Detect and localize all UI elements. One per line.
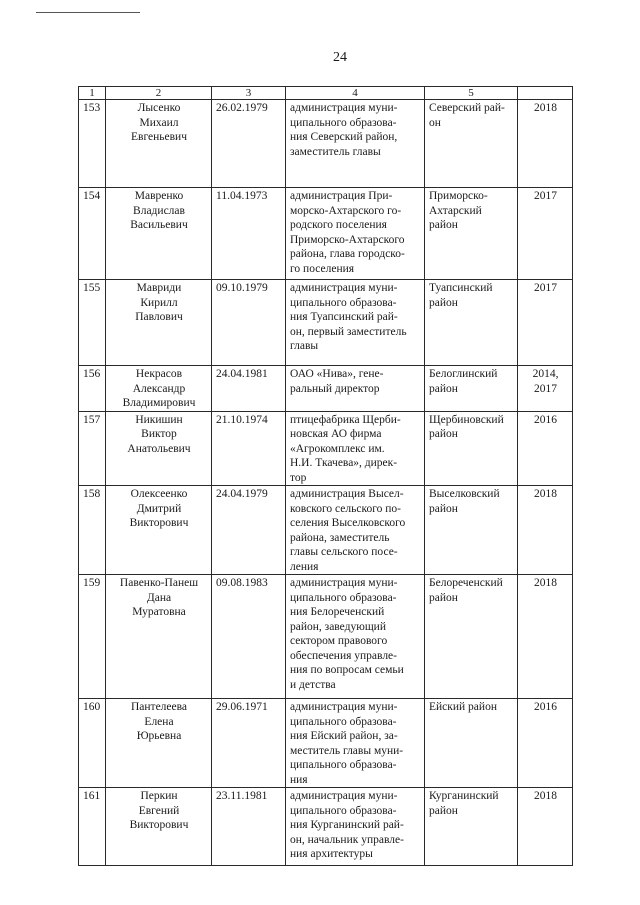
- person-name: Олексеенко Дмитрий Викторович: [106, 486, 212, 575]
- district-name: Щербиновский район: [425, 411, 518, 486]
- district-name: Ейский район: [425, 699, 518, 788]
- table-row: [79, 486, 573, 575]
- person-name: Мавриди Кирилл Павлович: [106, 280, 212, 366]
- row-number: 159: [79, 575, 106, 699]
- table-row: [79, 411, 573, 486]
- row-number: 160: [79, 699, 106, 788]
- district-name: Туапсинский район: [425, 280, 518, 366]
- district-name: Курганинский район: [425, 788, 518, 866]
- person-name: Мавренко Владислав Васильевич: [106, 188, 212, 280]
- person-name: Павенко-Панеш Дана Муратовна: [106, 575, 212, 699]
- birth-date: 09.08.1983: [212, 575, 286, 699]
- year-value: 2018: [518, 788, 573, 866]
- birth-date: 11.04.1973: [212, 188, 286, 280]
- row-number: 156: [79, 366, 106, 412]
- birth-date: 29.06.1971: [212, 699, 286, 788]
- birth-date: 26.02.1979: [212, 100, 286, 188]
- birth-date: 23.11.1981: [212, 788, 286, 866]
- table-row: [79, 575, 573, 699]
- year-value: 2018: [518, 575, 573, 699]
- birth-date: 24.04.1981: [212, 366, 286, 412]
- page-number: 24: [333, 50, 347, 65]
- birth-date: 09.10.1979: [212, 280, 286, 366]
- district-name: Приморско- Ахтарский район: [425, 188, 518, 280]
- workplace-position: птицефабрика Щерби- новская АО фирма «Агрокомплекс им. Н.И. Ткачева», дирек- тор: [286, 411, 425, 486]
- birth-date: 24.04.1979: [212, 486, 286, 575]
- year-value: 2016: [518, 699, 573, 788]
- row-number: 157: [79, 411, 106, 486]
- person-name: Перкин Евгений Викторович: [106, 788, 212, 866]
- row-number: 158: [79, 486, 106, 575]
- person-name: Никишин Виктор Анатольевич: [106, 411, 212, 486]
- personnel-table: [78, 86, 573, 866]
- table-row: [79, 280, 573, 366]
- person-name: Некрасов Александр Владимирович: [106, 366, 212, 412]
- workplace-position: администрация При- морско-Ахтарского го- родского поселения Приморско-Ахтарского района, глава городско- го поселения: [286, 188, 425, 280]
- year-value: 2017: [518, 280, 573, 366]
- table-row: [79, 788, 573, 866]
- column-header: 2: [106, 87, 212, 100]
- row-number: 155: [79, 280, 106, 366]
- district-name: Выселковский район: [425, 486, 518, 575]
- table-row: [79, 188, 573, 280]
- workplace-position: администрация Высел- ковского сельского по- селения Выселковского района, заместитель главы сельского посе- ления: [286, 486, 425, 575]
- column-header: 4: [286, 87, 425, 100]
- column-header-empty: [518, 87, 573, 100]
- column-header-row: [79, 87, 573, 100]
- column-header: 1: [79, 87, 106, 100]
- year-value: 2017: [518, 188, 573, 280]
- header-rule: [36, 12, 140, 13]
- table-row: [79, 100, 573, 188]
- workplace-position: администрация муни- ципального образова- ния Северский район, заместитель главы: [286, 100, 425, 188]
- year-value: 2018: [518, 486, 573, 575]
- district-name: Северский рай- он: [425, 100, 518, 188]
- birth-date: 21.10.1974: [212, 411, 286, 486]
- person-name: Пантелеева Елена Юрьевна: [106, 699, 212, 788]
- workplace-position: ОАО «Нива», гене- ральный директор: [286, 366, 425, 412]
- column-header: 5: [425, 87, 518, 100]
- workplace-position: администрация муни- ципального образова- ния Ейский район, за- меститель главы муни- ципального образова- ния: [286, 699, 425, 788]
- workplace-position: администрация муни- ципального образова- ния Белореченский район, заведующий сектором правового обеспечения управле- ния по вопросам семьи и детства: [286, 575, 425, 699]
- row-number: 154: [79, 188, 106, 280]
- year-value: 2014, 2017: [518, 366, 573, 412]
- workplace-position: администрация муни- ципального образова- ния Курганинский рай- он, начальник управле- ния архитектуры: [286, 788, 425, 866]
- year-value: 2016: [518, 411, 573, 486]
- row-number: 153: [79, 100, 106, 188]
- table-row: [79, 699, 573, 788]
- year-value: 2018: [518, 100, 573, 188]
- district-name: Белоглинский район: [425, 366, 518, 412]
- person-name: Лысенко Михаил Евгеньевич: [106, 100, 212, 188]
- table-row: [79, 366, 573, 412]
- row-number: 161: [79, 788, 106, 866]
- workplace-position: администрация муни- ципального образова- ния Туапсинский рай- он, первый заместитель главы: [286, 280, 425, 366]
- district-name: Белореченский район: [425, 575, 518, 699]
- column-header: 3: [212, 87, 286, 100]
